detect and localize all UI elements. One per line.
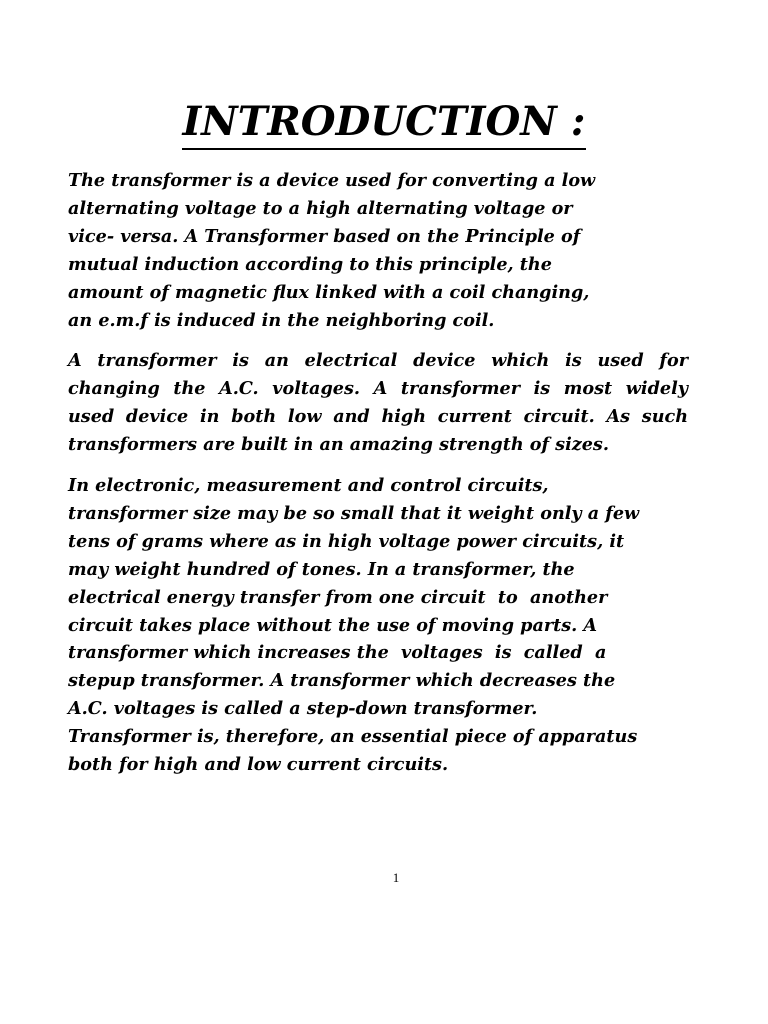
text-line: electrical energy transfer from one circuit to another — [68, 586, 608, 608]
paragraph-usage — [68, 347, 708, 459]
text-line: transformer which increases the voltages is called a — [68, 642, 607, 664]
text-line: stepup transformer. A transformer which decreases the — [68, 670, 616, 692]
text-line: A.C. voltages is called a step-down transformer. — [68, 698, 538, 720]
text-line: amount of magnetic flux linked with a coil changing, — [68, 281, 590, 303]
text-line: changing the A.C. voltages. A transformer is most widely — [68, 377, 688, 399]
page-heading — [0, 96, 768, 150]
text-line: an e.m.f is induced in the neighboring coil. — [68, 309, 495, 331]
text-line: tens of grams where as in high voltage power circuits, it — [68, 530, 625, 552]
text-line: mutual induction according to this principle, the — [68, 253, 552, 275]
text-line: In electronic, measurement and control circuits, — [68, 475, 549, 496]
paragraph-sizes — [68, 472, 708, 779]
text-line: used device in both low and high current circuit. As such — [68, 405, 688, 427]
text-line: transformer size may be so small that it weight only a few — [68, 502, 640, 524]
text-line: may weight hundred of tones. In a transformer, the — [68, 558, 575, 580]
text-line: Transformer is, therefore, an essential piece of apparatus — [68, 726, 638, 748]
heading-text: INTRODUCTION : — [182, 96, 585, 150]
text-line: transformers are built in an amazing strength of sizes. — [68, 433, 609, 455]
text-line: alternating voltage to a high alternating voltage or — [68, 197, 573, 219]
text-line: The transformer is a device used for converting a low — [68, 170, 596, 191]
paragraph-definition — [68, 167, 708, 334]
page-number: 1 — [392, 870, 400, 885]
text-line: circuit takes place without the use of moving parts. A — [68, 614, 598, 636]
text-line: both for high and low current circuits. — [68, 754, 449, 776]
text-line: A transformer is an electrical device which is used for — [68, 350, 688, 371]
text-line: vice- versa. A Transformer based on the Principle of — [68, 225, 581, 247]
